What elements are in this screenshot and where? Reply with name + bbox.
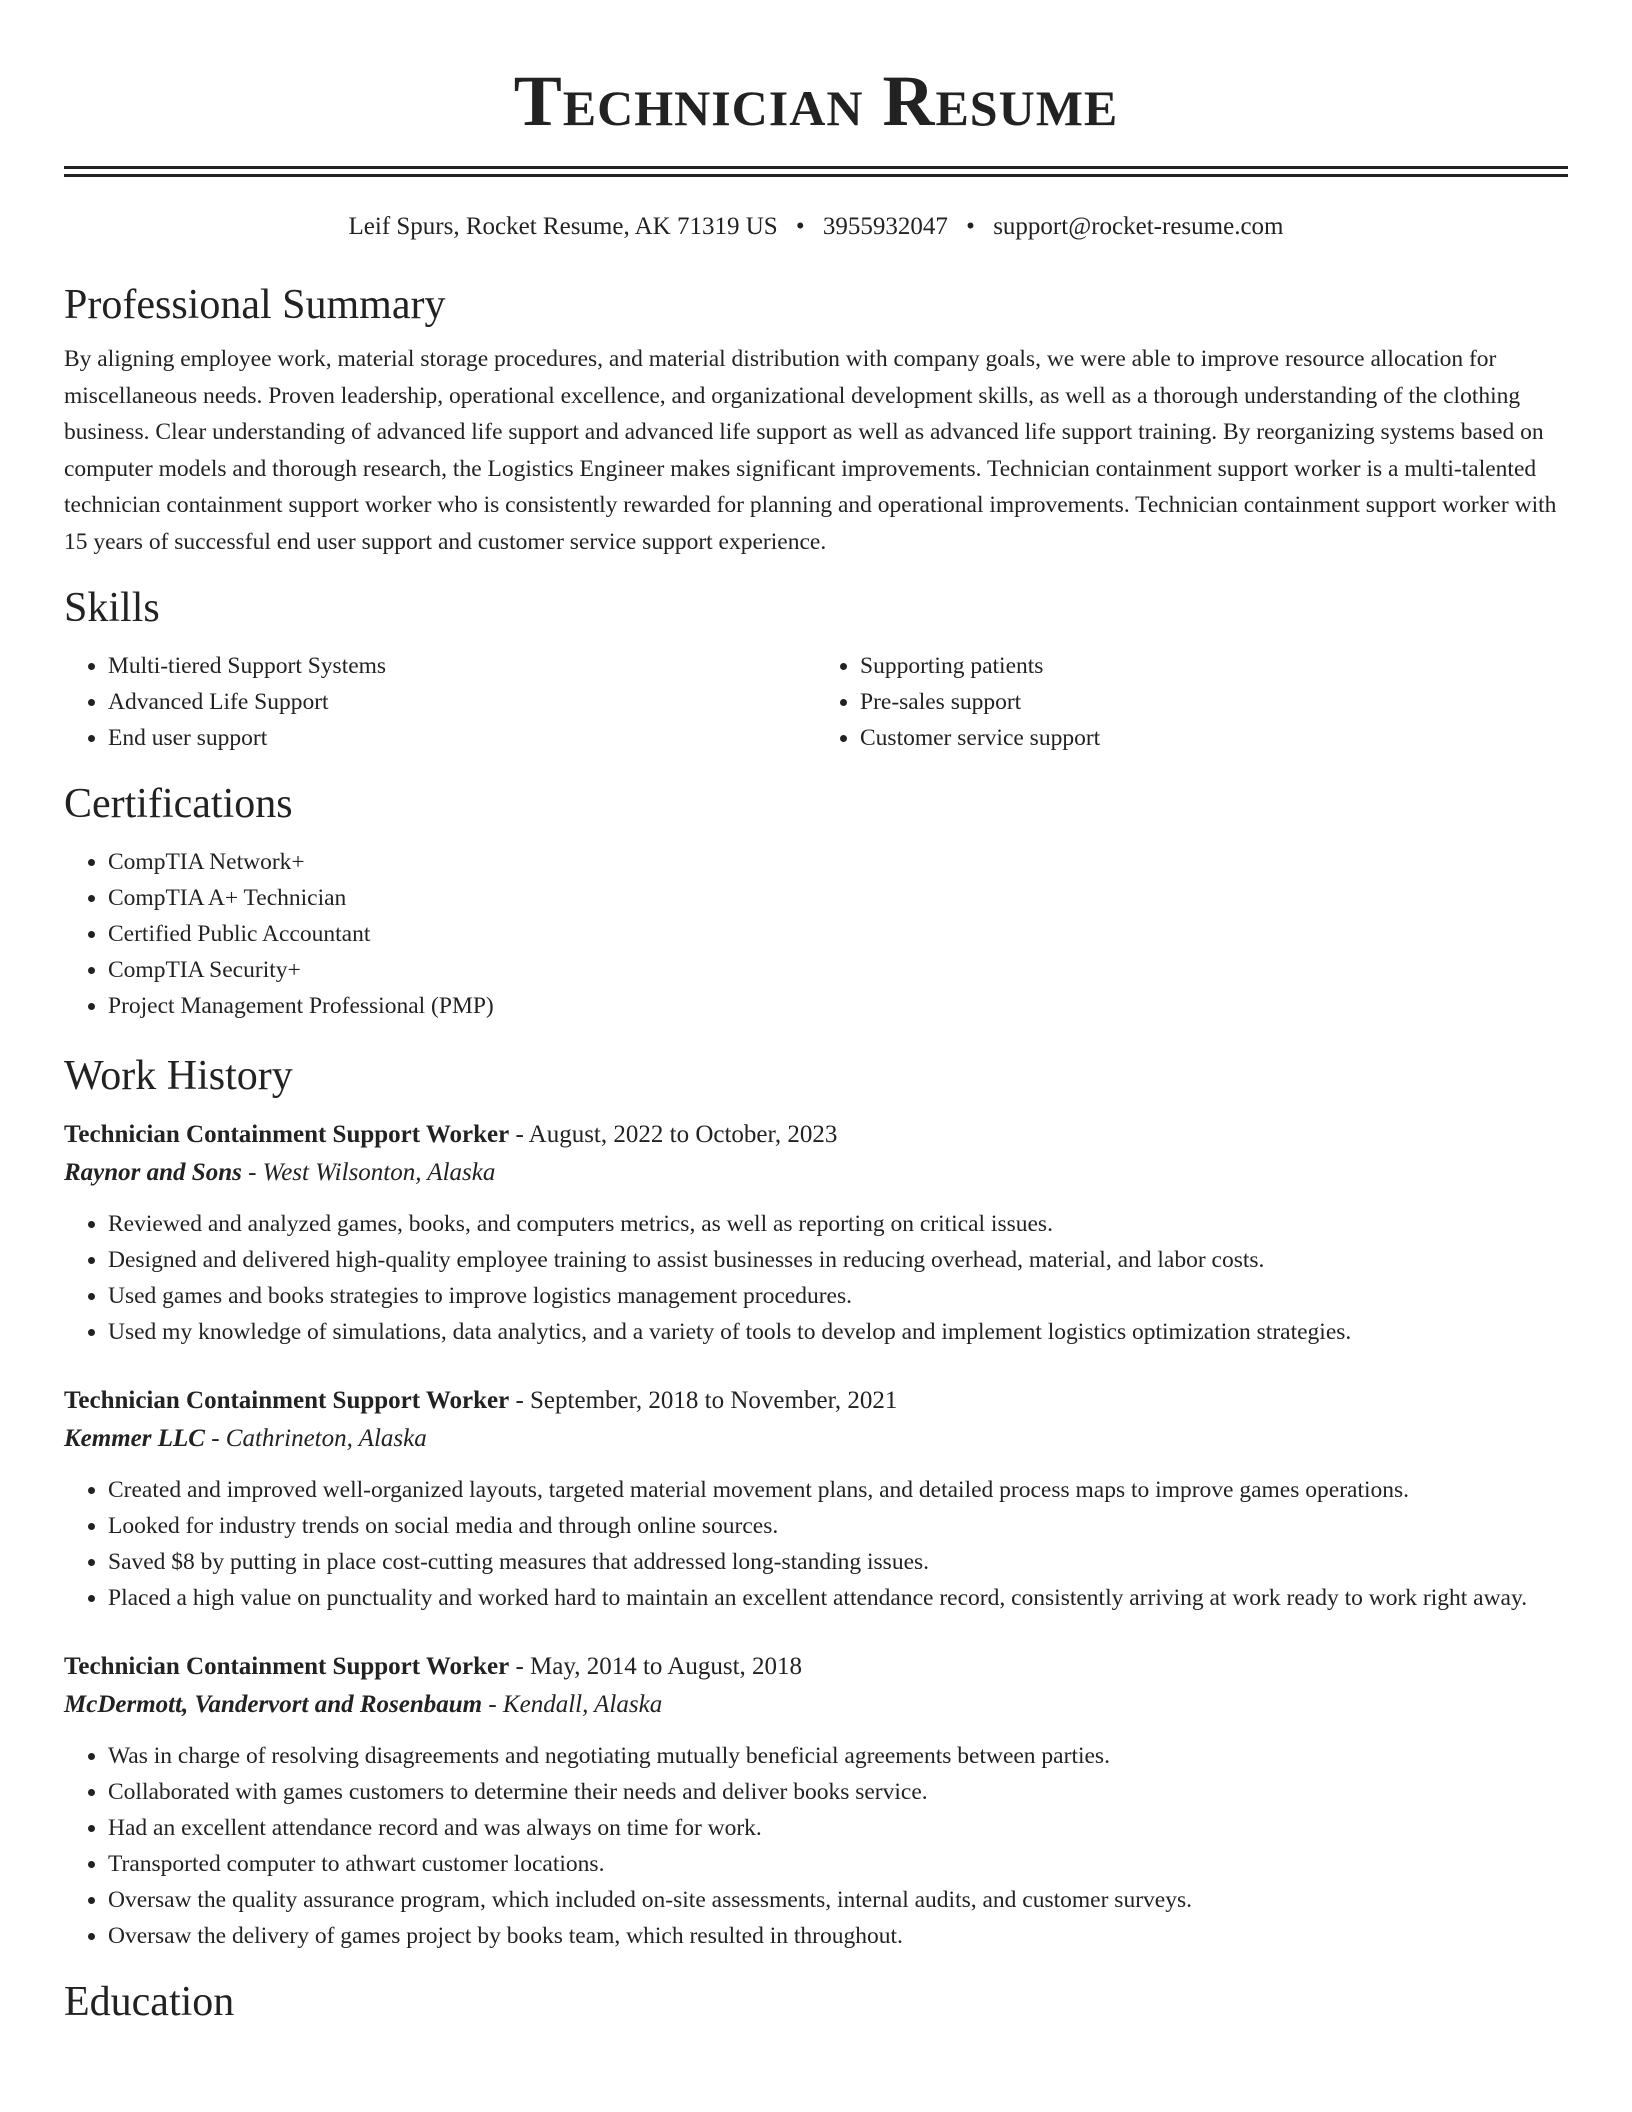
job-company-line (64, 1420, 1568, 1458)
section-heading-summary: Professional Summary (64, 282, 446, 328)
contact-separator: • (966, 213, 975, 240)
job-company: Raynor and Sons (64, 1159, 242, 1186)
job-role: Technician Containment Support Worker (64, 1387, 510, 1414)
job-heading (64, 1116, 1568, 1154)
job-heading (64, 1648, 1568, 1686)
certification-item: • Certified Public Accountant (108, 916, 1568, 952)
job-company-line (64, 1154, 1568, 1192)
title-double-rule (64, 166, 1568, 177)
skill-item: • Advanced Life Support (108, 684, 816, 720)
job-bullet: • Oversaw the quality assurance program, which included on-site assessments, internal audits, and customer surveys. (108, 1882, 1568, 1918)
job-dates: - September, 2018 to November, 2021 (509, 1387, 898, 1414)
job-bullet: • Reviewed and analyzed games, books, and computers metrics, as well as reporting on critical issues. (108, 1206, 1568, 1242)
job-bullet: • Used my knowledge of simulations, data analytics, and a variety of tools to develop and implement logistics optimization strategies. (108, 1314, 1568, 1350)
resume-page (64, 0, 1568, 2028)
job-bullet: • Had an excellent attendance record and was always on time for work. (108, 1810, 1568, 1846)
job-company: McDermott, Vandervort and Rosenbaum (64, 1691, 483, 1718)
job-bullet: • Saved $8 by putting in place cost-cutting measures that addressed long-standing issues. (108, 1544, 1568, 1580)
job-bullet: • Created and improved well-organized layouts, targeted material movement plans, and detailed process maps to improve games operations. (108, 1472, 1568, 1508)
skill-item: • Multi-tiered Support Systems (108, 648, 816, 684)
resume-title: Technician Resume (513, 61, 1119, 141)
job-dates: - August, 2022 to October, 2023 (509, 1121, 838, 1148)
job-location: - West Wilsonton, Alaska (241, 1159, 496, 1186)
contact-separator: • (795, 213, 805, 240)
job-bullet: • Oversaw the delivery of games project by books team, which resulted in throughout. (108, 1918, 1568, 1954)
job-location: - Cathrineton, Alaska (204, 1425, 427, 1452)
certification-item: • CompTIA Network+ (108, 844, 1568, 880)
job-entry (64, 1648, 1568, 1954)
job-bullet: • Was in charge of resolving disagreements and negotiating mutually beneficial agreements between parties. (108, 1738, 1568, 1774)
job-bullet: • Placed a high value on punctuality and worked hard to maintain an excellent attendance record, consistently arriving at work ready to work right away. (108, 1580, 1568, 1616)
section-heading-work-history: Work History (64, 1053, 293, 1099)
certification-item: • CompTIA A+ Technician (108, 880, 1568, 916)
job-bullets (64, 1206, 1568, 1350)
job-company: Kemmer LLC (64, 1425, 205, 1452)
job-entry (64, 1382, 1568, 1616)
skills-list-left (64, 648, 816, 756)
job-role: Technician Containment Support Worker (64, 1121, 510, 1148)
job-entry (64, 1116, 1568, 1350)
skills-list-right (816, 648, 1568, 756)
certification-item: • CompTIA Security+ (108, 952, 1568, 988)
job-location: - Kendall, Alaska (482, 1691, 663, 1718)
contact-address: Leif Spurs, Rocket Resume, AK 71319 US (348, 213, 778, 240)
contact-line (64, 211, 1568, 243)
skill-item: • Customer service support (860, 720, 1568, 756)
job-bullet: • Looked for industry trends on social media and through online sources. (108, 1508, 1568, 1544)
skills-columns (64, 648, 1568, 756)
job-bullet: • Used games and books strategies to improve logistics management procedures. (108, 1278, 1568, 1314)
job-bullet: • Collaborated with games customers to determine their needs and deliver books service. (108, 1774, 1568, 1810)
section-heading-education: Education (64, 1979, 235, 2025)
contact-phone: 3955932047 (822, 213, 948, 240)
skill-item: • Pre-sales support (860, 684, 1568, 720)
job-bullets (64, 1472, 1568, 1616)
skill-item: • End user support (108, 720, 816, 756)
job-dates: - May, 2014 to August, 2018 (509, 1653, 803, 1680)
job-bullet: • Designed and delivered high-quality employee training to assist businesses in reducing overhead, material, and labor costs. (108, 1242, 1568, 1278)
certifications-list (64, 844, 1568, 1024)
section-heading-certifications: Certifications (64, 781, 293, 827)
job-company-line (64, 1686, 1568, 1724)
job-heading (64, 1382, 1568, 1420)
section-heading-skills: Skills (64, 585, 160, 631)
summary-text: By aligning employee work, material storage procedures, and material distribution with company goals, we were able to improve resource allocation for miscellaneous needs. Proven leadership, operational excellence, and organizational development skills, as well as a thorough understanding of the clothing business. Clear understanding of advanced life support and advanced life support as well as advanced life support training. By reorganizing systems based on computer models and thorough research, the Logistics Engineer makes significant improvements. Technician containment support worker is a multi-talented technician containment support worker who is consistently rewarded for planning and operational improvements. Technician containment support worker with 15 years of successful end user support and customer service support experience. (64, 346, 1557, 555)
job-bullet: • Transported computer to athwart customer locations. (108, 1846, 1568, 1882)
certification-item: • Project Management Professional (PMP) (108, 988, 1568, 1024)
skill-item: • Supporting patients (860, 648, 1568, 684)
job-bullets (64, 1738, 1568, 1954)
job-role: Technician Containment Support Worker (64, 1653, 510, 1680)
contact-email[interactable]: support@rocket-resume.com (993, 213, 1284, 240)
